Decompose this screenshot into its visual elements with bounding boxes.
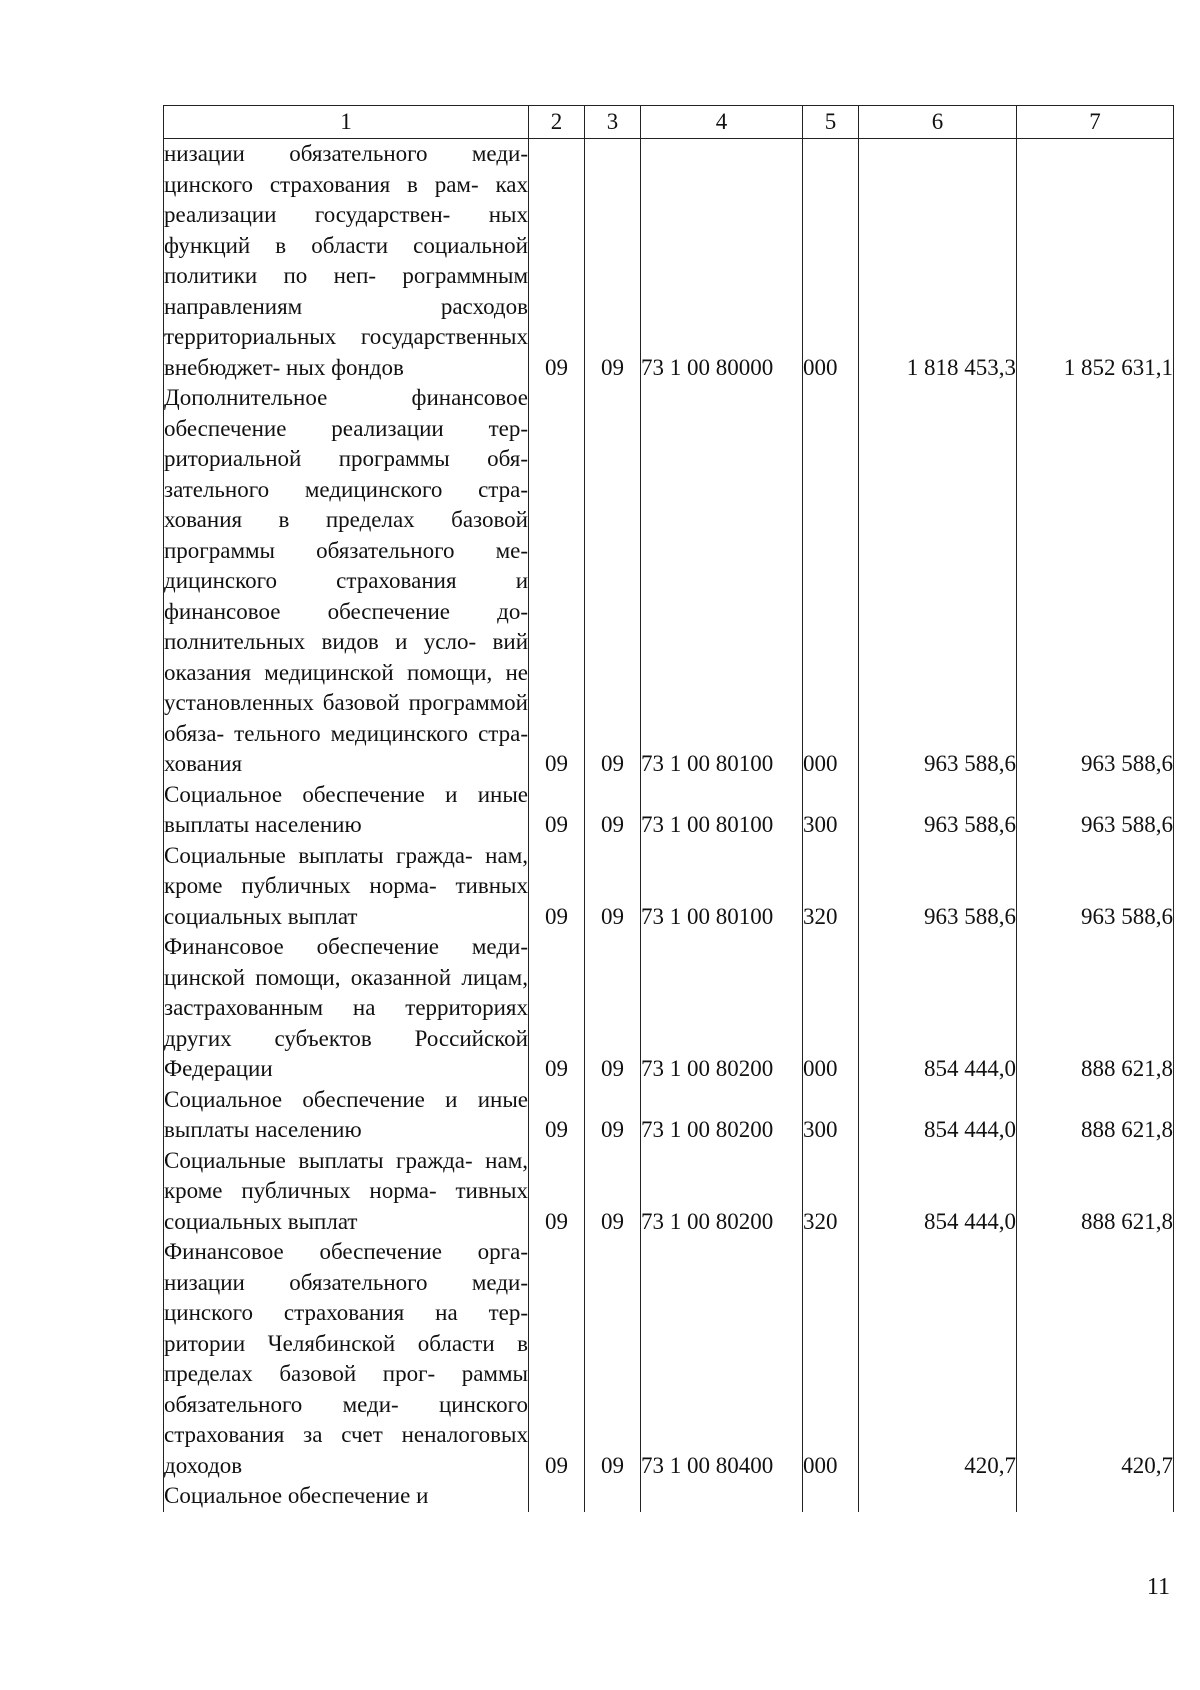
row-amount-1-cell: 963 588,6 [859,780,1017,841]
row-target-code-cell: 73 1 00 80200 [641,932,803,1085]
header-col-6: 6 [859,106,1017,139]
row-amount-1-cell: 963 588,6 [859,841,1017,933]
row-section-cell: 09 [529,1237,585,1481]
row-amount-2-cell: 963 588,6 [1017,780,1174,841]
row-target-code-cell: 73 1 00 80100 [641,780,803,841]
row-subsection-cell: 09 [585,1085,641,1146]
table-row [164,841,1174,933]
row-amount-2-cell: 963 588,6 [1017,841,1174,933]
row-amount-1-cell: 963 588,6 [859,383,1017,780]
row-amount-1-cell: 1 818 453,3 [859,139,1017,384]
row-subsection-cell: 09 [585,932,641,1085]
row-subsection-cell: 09 [585,1237,641,1481]
row-amount-2-cell: 888 621,8 [1017,932,1174,1085]
row-section-cell: 09 [529,932,585,1085]
row-expense-type-cell: 320 [803,841,859,933]
table-body [164,139,1174,1512]
row-expense-type-cell: 300 [803,1085,859,1146]
row-amount-1-cell: 854 444,0 [859,1085,1017,1146]
table-row [164,1146,1174,1238]
row-subsection-cell: 09 [585,139,641,384]
row-amount-2-cell: 888 621,8 [1017,1146,1174,1238]
table-row [164,1237,1174,1481]
row-expense-type-cell: 000 [803,139,859,384]
header-col-1: 1 [164,106,529,139]
row-target-code-cell: 73 1 00 80400 [641,1237,803,1481]
header-col-2: 2 [529,106,585,139]
row-name-cell: низации обязательного меди- цинского страхования в рам- ках реализации государствен- ных функций в области социальной политики по неп- рограммным направлениям расходов территориальных государственных внебюджет- ных фондов [164,139,529,384]
page-number: 11 [1146,1574,1170,1600]
row-target-code-cell: 73 1 00 80100 [641,383,803,780]
row-subsection-cell: 09 [585,841,641,933]
header-col-4: 4 [641,106,803,139]
table-header [164,106,1174,139]
row-target-code-cell: 73 1 00 80200 [641,1085,803,1146]
row-name-cell: Социальное обеспечение и иные выплаты населению [164,780,529,841]
row-name-cell: Социальные выплаты гражда- нам, кроме публичных норма- тивных социальных выплат [164,841,529,933]
row-expense-type-cell [803,1481,859,1512]
table-row [164,932,1174,1085]
header-col-7: 7 [1017,106,1174,139]
row-subsection-cell: 09 [585,1146,641,1238]
row-expense-type-cell: 000 [803,932,859,1085]
row-expense-type-cell: 320 [803,1146,859,1238]
row-amount-2-cell: 420,7 [1017,1237,1174,1481]
row-section-cell [529,1481,585,1512]
row-expense-type-cell: 000 [803,1237,859,1481]
table-row [164,780,1174,841]
row-amount-1-cell: 854 444,0 [859,932,1017,1085]
row-section-cell: 09 [529,841,585,933]
header-col-3: 3 [585,106,641,139]
row-section-cell: 09 [529,780,585,841]
row-amount-2-cell: 963 588,6 [1017,383,1174,780]
row-subsection-cell: 09 [585,383,641,780]
row-name-cell: Социальное обеспечение и [164,1481,529,1512]
row-expense-type-cell: 000 [803,383,859,780]
budget-table [163,105,1174,1512]
table-row [164,1481,1174,1512]
row-section-cell: 09 [529,139,585,384]
row-amount-1-cell [859,1481,1017,1512]
row-subsection-cell: 09 [585,780,641,841]
row-amount-2-cell: 888 621,8 [1017,1085,1174,1146]
row-target-code-cell: 73 1 00 80100 [641,841,803,933]
row-amount-1-cell: 420,7 [859,1237,1017,1481]
row-name-cell: Социальные выплаты гражда- нам, кроме публичных норма- тивных социальных выплат [164,1146,529,1238]
header-col-5: 5 [803,106,859,139]
row-name-cell: Финансовое обеспечение меди- цинской помощи, оказанной лицам, застрахованным на территориях других субъектов Российской Федерации [164,932,529,1085]
row-name-cell: Финансовое обеспечение орга- низации обязательного меди- цинского страхования на тер- ритории Челябинской области в пределах базовой прог- раммы обязательного меди- цинского страхования за счет неналоговых доходов [164,1237,529,1481]
row-target-code-cell [641,1481,803,1512]
row-section-cell: 09 [529,1085,585,1146]
row-amount-1-cell: 854 444,0 [859,1146,1017,1238]
row-target-code-cell: 73 1 00 80200 [641,1146,803,1238]
table-row [164,383,1174,780]
row-amount-2-cell: 1 852 631,1 [1017,139,1174,384]
row-target-code-cell: 73 1 00 80000 [641,139,803,384]
row-section-cell: 09 [529,383,585,780]
header-row [164,106,1174,139]
row-subsection-cell [585,1481,641,1512]
row-expense-type-cell: 300 [803,780,859,841]
row-name-cell: Социальное обеспечение и иные выплаты населению [164,1085,529,1146]
row-amount-2-cell [1017,1481,1174,1512]
table-row [164,139,1174,384]
row-section-cell: 09 [529,1146,585,1238]
row-name-cell: Дополнительное финансовое обеспечение реализации тер- риториальной программы обя- зательного медицинского стра- хования в пределах базовой программы обязательного ме- дицинского страхования и финансовое обеспечение до- полнительных видов и усло- вий оказания медицинской помощи, не установленных базовой программой обяза- тельного медицинского стра- хования [164,383,529,780]
table-row [164,1085,1174,1146]
